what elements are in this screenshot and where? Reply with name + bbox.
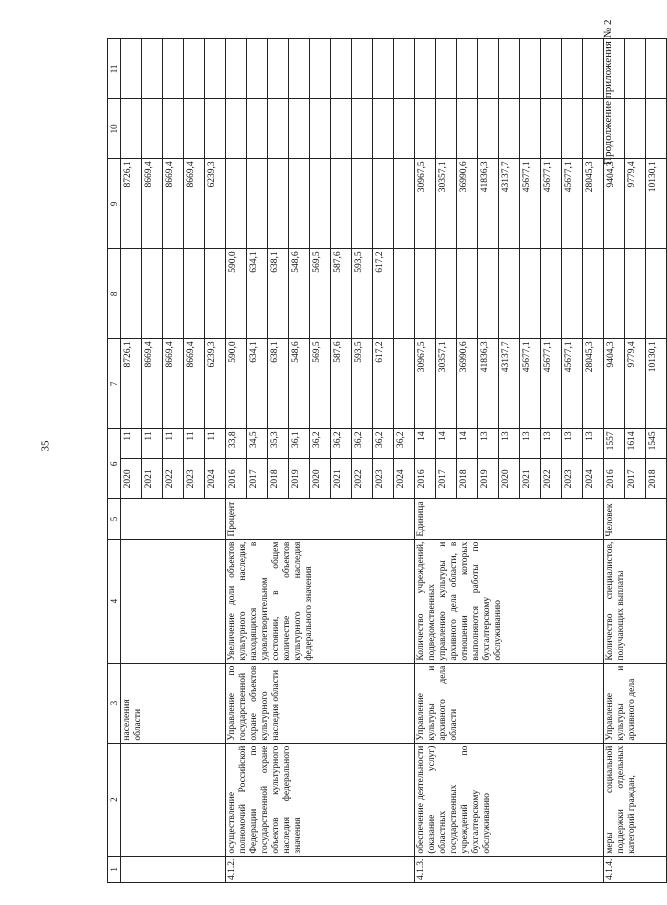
year-cell: 2018	[646, 459, 667, 499]
local-budget	[436, 99, 457, 159]
local-budget	[352, 99, 373, 159]
other-sources	[436, 39, 457, 99]
local-budget	[457, 99, 478, 159]
measure-name: обеспечение деятельности (оказание услуг) областных государственных учреждений по бухгалтерскому обслуживанию	[415, 743, 604, 856]
federal-budget: 638,1	[268, 249, 289, 339]
regional-budget: 8669,4	[184, 159, 205, 249]
unit: Человек	[604, 499, 667, 539]
regional-budget: 9404,3	[604, 159, 625, 249]
column-header-11: 11	[108, 39, 121, 99]
other-sources	[604, 39, 625, 99]
federal-budget	[541, 249, 562, 339]
total-cost: 587,6	[331, 339, 352, 429]
local-budget	[268, 99, 289, 159]
total-cost: 45677,1	[520, 339, 541, 429]
other-sources	[373, 39, 394, 99]
other-sources	[457, 39, 478, 99]
local-budget	[604, 99, 625, 159]
indicator-value: 1614	[625, 429, 646, 459]
indicator-value: 1557	[604, 429, 625, 459]
indicator-value: 13	[541, 429, 562, 459]
regional-budget	[331, 159, 352, 249]
column-header-9: 9	[108, 159, 121, 249]
other-sources	[247, 39, 268, 99]
local-budget	[121, 99, 142, 159]
local-budget	[163, 99, 184, 159]
unit: Процент	[226, 499, 415, 539]
year-cell: 2016	[226, 459, 247, 499]
total-cost: 593,5	[352, 339, 373, 429]
indicator-value: 36,1	[289, 429, 310, 459]
total-cost: 10130,1	[646, 339, 667, 429]
other-sources	[583, 39, 604, 99]
other-sources	[541, 39, 562, 99]
local-budget	[562, 99, 583, 159]
regional-budget	[373, 159, 394, 249]
other-sources	[562, 39, 583, 99]
regional-budget: 8669,4	[142, 159, 163, 249]
total-cost: 8726,1	[121, 339, 142, 429]
local-budget	[289, 99, 310, 159]
indicator-value: 36,2	[394, 429, 415, 459]
local-budget	[583, 99, 604, 159]
local-budget	[226, 99, 247, 159]
other-sources	[163, 39, 184, 99]
regional-budget: 9779,4	[625, 159, 646, 249]
year-cell: 2020	[121, 459, 142, 499]
federal-budget	[604, 249, 625, 339]
table-row	[121, 39, 142, 883]
federal-budget	[562, 249, 583, 339]
indicator-name: Количество специалистов, получающих выплаты	[604, 539, 667, 663]
executor: Управление по государственной охране объектов культурного наследия области	[226, 663, 415, 743]
indicator-value: 13	[499, 429, 520, 459]
indicator-name: Количество учреждений, подведомственных управлению культуры и архивного дела области, в отношении которых выполняются работы по бухгалтерскому обслуживанию	[415, 539, 604, 663]
local-budget	[625, 99, 646, 159]
local-budget	[394, 99, 415, 159]
measure-name: осуществление полномочий Российской Федерации по государственной охране объектов культурного наследия федерального значения	[226, 743, 415, 856]
total-cost: 41836,3	[478, 339, 499, 429]
total-cost: 8669,4	[184, 339, 205, 429]
column-header-3: 3	[108, 663, 121, 743]
local-budget	[373, 99, 394, 159]
federal-budget	[457, 249, 478, 339]
local-budget	[247, 99, 268, 159]
executor: Управление культуры и архивного дела	[604, 663, 667, 743]
federal-budget	[520, 249, 541, 339]
row-id	[121, 856, 226, 882]
year-cell: 2016	[604, 459, 625, 499]
year-cell: 2019	[289, 459, 310, 499]
measure-name	[121, 743, 226, 856]
indicator-value: 11	[184, 429, 205, 459]
federal-budget: 590,0	[226, 249, 247, 339]
total-cost: 9779,4	[625, 339, 646, 429]
other-sources	[289, 39, 310, 99]
appendix-subtitle: Продолжение приложения № 2	[602, 19, 614, 165]
local-budget	[415, 99, 436, 159]
indicator-value: 13	[583, 429, 604, 459]
federal-budget	[121, 249, 142, 339]
regional-budget	[289, 159, 310, 249]
regional-budget: 30357,1	[436, 159, 457, 249]
regional-budget: 8669,4	[163, 159, 184, 249]
federal-budget	[499, 249, 520, 339]
other-sources	[520, 39, 541, 99]
indicator-value: 14	[415, 429, 436, 459]
local-budget	[499, 99, 520, 159]
regional-budget: 36990,6	[457, 159, 478, 249]
federal-budget: 634,1	[247, 249, 268, 339]
federal-budget	[142, 249, 163, 339]
indicator-value: 11	[142, 429, 163, 459]
unit	[121, 499, 226, 539]
local-budget	[541, 99, 562, 159]
federal-budget: 617,2	[373, 249, 394, 339]
unit: Единица	[415, 499, 604, 539]
page-number: 35	[39, 440, 52, 452]
row-id: 4.1.3.	[415, 856, 604, 882]
local-budget	[184, 99, 205, 159]
column-header-10: 10	[108, 99, 121, 159]
regional-budget: 10130,1	[646, 159, 667, 249]
column-header-8: 8	[108, 249, 121, 339]
federal-budget: 587,6	[331, 249, 352, 339]
indicator-value: 36,2	[310, 429, 331, 459]
total-cost: 36990,6	[457, 339, 478, 429]
year-cell: 2022	[541, 459, 562, 499]
regional-budget	[268, 159, 289, 249]
federal-budget: 569,5	[310, 249, 331, 339]
total-cost: 30967,5	[415, 339, 436, 429]
indicator-value: 11	[121, 429, 142, 459]
other-sources	[121, 39, 142, 99]
row-id: 4.1.4.	[604, 856, 667, 882]
regional-budget: 43137,7	[499, 159, 520, 249]
federal-budget	[478, 249, 499, 339]
federal-budget	[394, 249, 415, 339]
indicator-value: 35,3	[268, 429, 289, 459]
regional-budget	[247, 159, 268, 249]
other-sources	[646, 39, 667, 99]
indicator-value: 36,2	[331, 429, 352, 459]
indicator-value: 14	[436, 429, 457, 459]
total-cost: 569,5	[310, 339, 331, 429]
total-cost: 548,6	[289, 339, 310, 429]
indicator-value: 33,8	[226, 429, 247, 459]
year-cell: 2024	[205, 459, 226, 499]
federal-budget	[583, 249, 604, 339]
indicator-value: 36,2	[352, 429, 373, 459]
local-budget	[646, 99, 667, 159]
federal-budget: 548,6	[289, 249, 310, 339]
regional-budget	[226, 159, 247, 249]
column-header-5: 5	[108, 499, 121, 539]
year-cell: 2018	[457, 459, 478, 499]
local-budget	[331, 99, 352, 159]
measure-name: меры социальной поддержки отдельных категорий граждан,	[604, 743, 667, 856]
column-header-1: 1	[108, 856, 121, 882]
total-cost: 45677,1	[562, 339, 583, 429]
other-sources	[205, 39, 226, 99]
data-table	[107, 38, 667, 883]
total-cost: 8669,4	[163, 339, 184, 429]
total-cost: 28045,3	[583, 339, 604, 429]
executor: Управление культуры и архивного дела области	[415, 663, 604, 743]
regional-budget: 6239,3	[205, 159, 226, 249]
regional-budget: 45677,1	[520, 159, 541, 249]
year-cell: 2022	[352, 459, 373, 499]
local-budget	[142, 99, 163, 159]
indicator-value: 13	[520, 429, 541, 459]
indicator-value: 36,2	[373, 429, 394, 459]
other-sources	[478, 39, 499, 99]
indicator-value: 13	[562, 429, 583, 459]
other-sources	[310, 39, 331, 99]
total-cost: 590,0	[226, 339, 247, 429]
year-cell: 2023	[373, 459, 394, 499]
row-id: 4.1.2.	[226, 856, 415, 882]
total-cost: 9404,3	[604, 339, 625, 429]
total-cost: 617,2	[373, 339, 394, 429]
year-cell: 2020	[310, 459, 331, 499]
indicator-name	[121, 539, 226, 663]
year-cell: 2018	[268, 459, 289, 499]
total-cost	[394, 339, 415, 429]
federal-budget	[646, 249, 667, 339]
regional-budget: 45677,1	[541, 159, 562, 249]
column-header-7: 7	[108, 339, 121, 429]
column-header-6: 6	[108, 429, 121, 499]
federal-budget: 593,5	[352, 249, 373, 339]
indicator-name: Увеличение доли объектов культурного наследия, находящихся в удовлетворительном состоянии, в общем количестве объектов культурного наследия федерального значения	[226, 539, 415, 663]
regional-budget: 8726,1	[121, 159, 142, 249]
indicator-value: 34,5	[247, 429, 268, 459]
year-cell: 2016	[415, 459, 436, 499]
other-sources	[415, 39, 436, 99]
year-cell: 2020	[499, 459, 520, 499]
year-cell: 2021	[520, 459, 541, 499]
total-cost: 45677,1	[541, 339, 562, 429]
regional-budget	[394, 159, 415, 249]
other-sources	[331, 39, 352, 99]
indicator-value: 1545	[646, 429, 667, 459]
total-cost: 638,1	[268, 339, 289, 429]
other-sources	[268, 39, 289, 99]
table-row	[415, 39, 436, 883]
other-sources	[499, 39, 520, 99]
regional-budget: 41836,3	[478, 159, 499, 249]
regional-budget	[310, 159, 331, 249]
total-cost: 634,1	[247, 339, 268, 429]
federal-budget	[184, 249, 205, 339]
year-cell: 2024	[583, 459, 604, 499]
federal-budget	[163, 249, 184, 339]
federal-budget	[205, 249, 226, 339]
year-cell: 2024	[394, 459, 415, 499]
column-header-2: 2	[108, 743, 121, 856]
year-cell: 2022	[163, 459, 184, 499]
other-sources	[142, 39, 163, 99]
local-budget	[205, 99, 226, 159]
federal-budget	[436, 249, 457, 339]
other-sources	[226, 39, 247, 99]
other-sources	[184, 39, 205, 99]
year-cell: 2023	[184, 459, 205, 499]
executor: населения области	[121, 663, 226, 743]
federal-budget	[415, 249, 436, 339]
other-sources	[352, 39, 373, 99]
indicator-value: 11	[205, 429, 226, 459]
year-cell: 2017	[436, 459, 457, 499]
table-row	[226, 39, 247, 883]
year-cell: 2023	[562, 459, 583, 499]
year-cell: 2017	[247, 459, 268, 499]
local-budget	[478, 99, 499, 159]
regional-budget: 28045,3	[583, 159, 604, 249]
regional-budget: 45677,1	[562, 159, 583, 249]
table-row	[604, 39, 625, 883]
indicator-value: 14	[457, 429, 478, 459]
local-budget	[520, 99, 541, 159]
indicator-value: 11	[163, 429, 184, 459]
year-cell: 2019	[478, 459, 499, 499]
regional-budget: 30967,5	[415, 159, 436, 249]
total-cost: 43137,7	[499, 339, 520, 429]
year-cell: 2017	[625, 459, 646, 499]
year-cell: 2021	[331, 459, 352, 499]
total-cost: 30357,1	[436, 339, 457, 429]
year-cell: 2021	[142, 459, 163, 499]
other-sources	[394, 39, 415, 99]
indicator-value: 13	[478, 429, 499, 459]
total-cost: 6239,3	[205, 339, 226, 429]
header-row	[108, 39, 121, 883]
other-sources	[625, 39, 646, 99]
column-header-4: 4	[108, 539, 121, 663]
federal-budget	[625, 249, 646, 339]
total-cost: 8669,4	[142, 339, 163, 429]
local-budget	[310, 99, 331, 159]
regional-budget	[352, 159, 373, 249]
